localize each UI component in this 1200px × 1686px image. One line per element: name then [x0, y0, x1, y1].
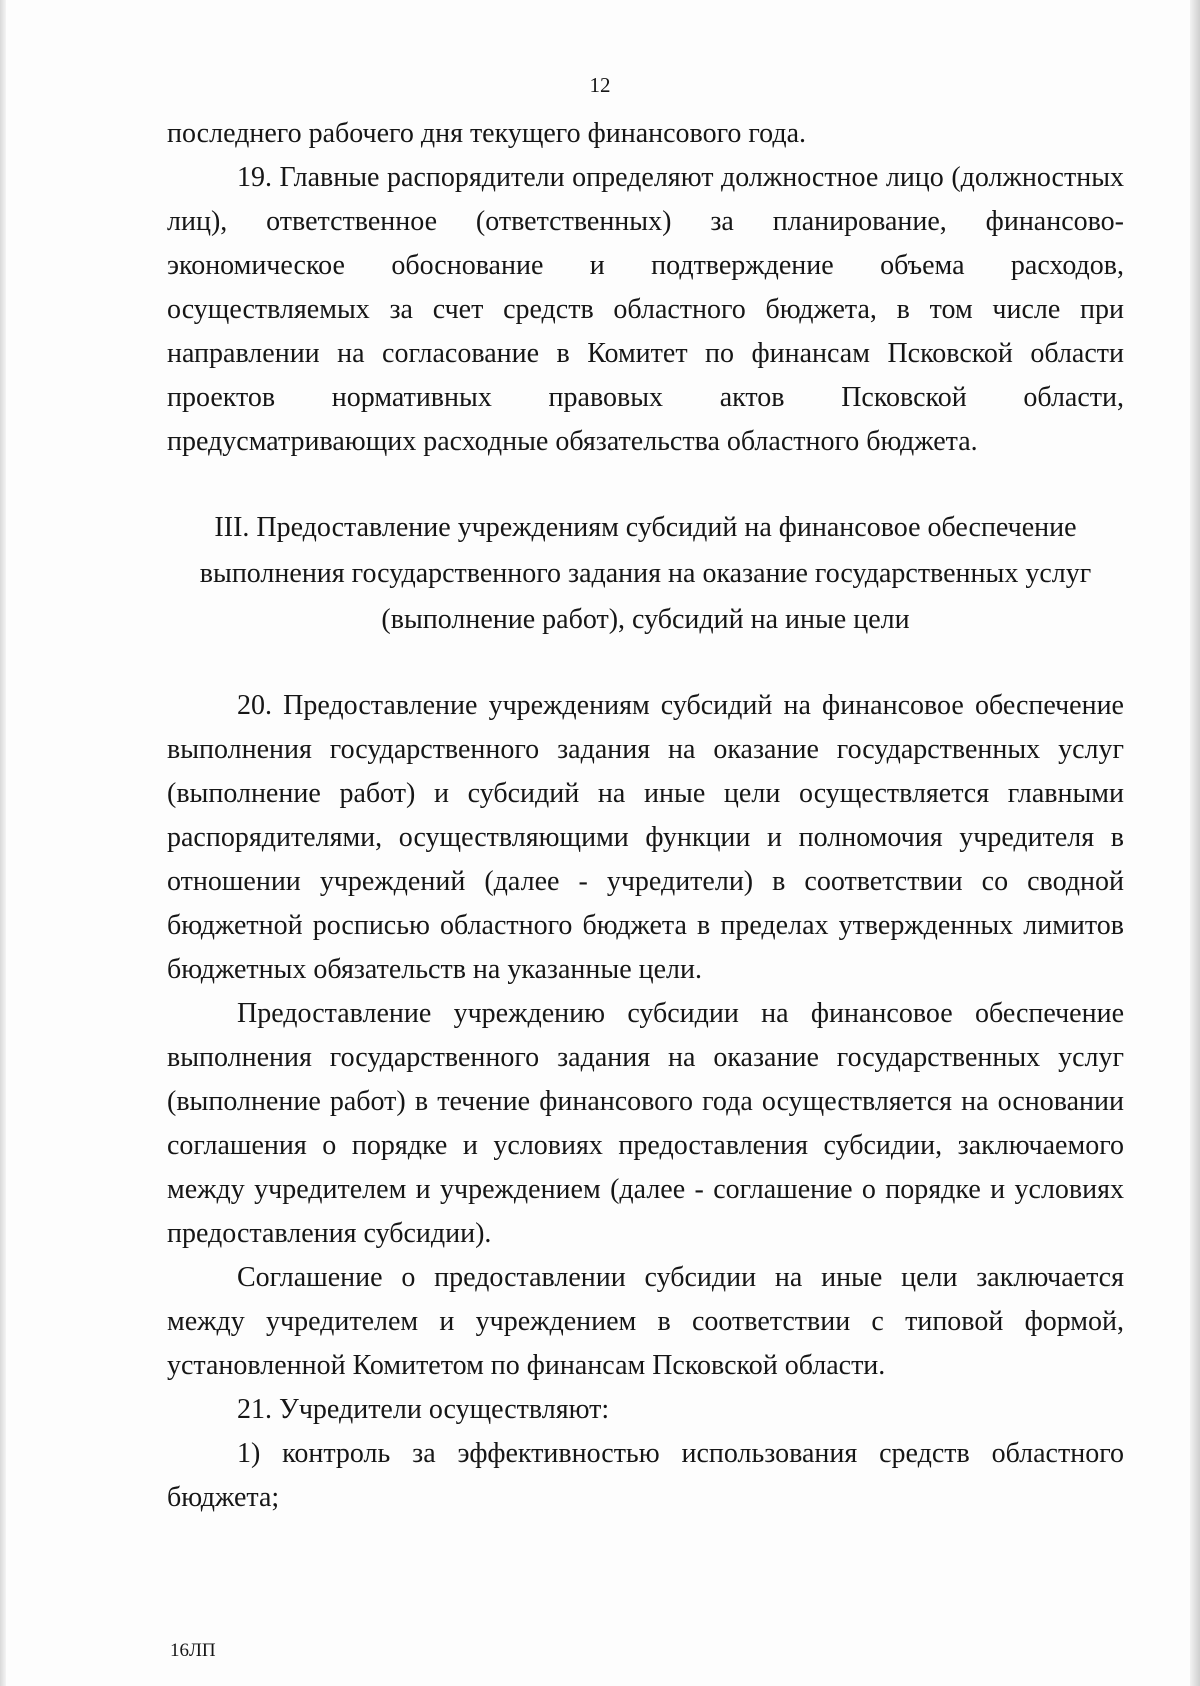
paragraph-20-agreement: Предоставление учреждению субсидии на финансовое обеспечение выполнения государственного задания на оказание государственных услуг (выполнение работ) в течение финансового года осуществляется на основании соглашения о порядке и условиях предоставления субсидии, заключаемого между учредителем и учреждением (далее - соглашение о порядке и условиях предоставления субсидии).	[167, 998, 1124, 1249]
paragraph-21-item-1: 1) контроль за эффективностью использования средств областного бюджета;	[167, 1438, 1124, 1513]
scan-edge-right	[1190, 0, 1200, 1686]
paragraph-19: 19. Главные распорядители определяют должностное лицо (должностных лиц), ответственное (ответственных) за планирование, финансово-экономическое обоснование и подтверждение объема расходов, осуществляемых за счет средств областного бюджета, в том числе при направлении на согласование в Комитет по финансам Псковской области проектов нормативных правовых актов Псковской области, предусматривающих расходные обязательства областного бюджета.	[167, 162, 1124, 457]
document-code: 16ЛП	[170, 1640, 216, 1661]
paragraph-continuation: последнего рабочего дня текущего финансового года.	[167, 118, 807, 149]
section-heading: III. Предоставление учреждениям субсидий на финансовое обеспечение выполнения государственного задания на оказание государственных услуг (выполнение работ), субсидий на иные цели	[199, 512, 1092, 635]
paragraph-20-other-purposes: Соглашение о предоставлении субсидии на иные цели заключается между учредителем и учреждением в соответствии с типовой формой, установленной Комитетом по финансам Псковской области.	[167, 1262, 1124, 1381]
paragraph-21: 21. Учредители осуществляют:	[237, 1394, 610, 1425]
scan-edge-left	[0, 0, 6, 1686]
paragraph-20: 20. Предоставление учреждениям субсидий на финансовое обеспечение выполнения государственного задания на оказание государственных услуг (выполнение работ) и субсидий на иные цели осуществляется главными распорядителями, осуществляющими функции и полномочия учредителя в отношении учреждений (далее - учредители) в соответствии со сводной бюджетной росписью областного бюджета в пределах утвержденных лимитов бюджетных обязательств на указанные цели.	[167, 690, 1124, 985]
document-body	[167, 112, 1124, 1520]
page-number: 12	[589, 73, 611, 97]
